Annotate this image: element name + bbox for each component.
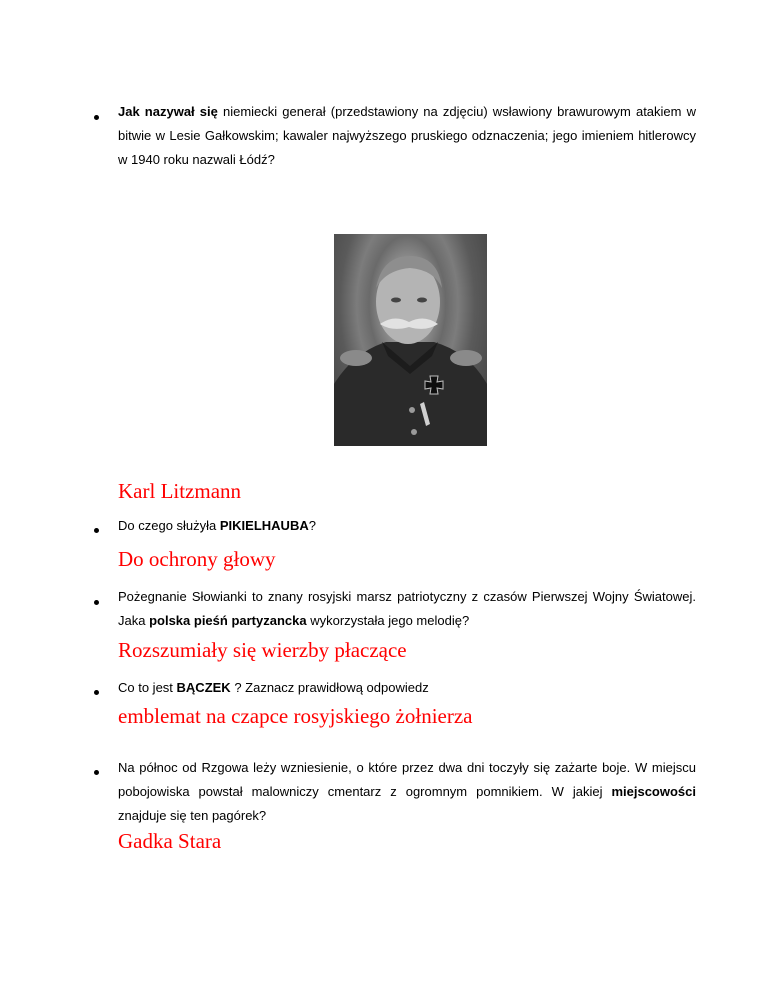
question-5-text-b: znajduje się ten pagórek?: [118, 808, 267, 823]
question-4-bold: BĄCZEK: [176, 680, 231, 695]
question-2-text-a: Do czego służyła: [118, 518, 220, 533]
question-3-bold: polska pieśń partyzancka: [149, 613, 307, 628]
question-2-text-b: ?: [308, 518, 316, 533]
answer-2: Do ochrony głowy: [118, 547, 276, 571]
bullet: [94, 115, 99, 120]
answer-3: Rozszumiały się wierzby płaczące: [118, 638, 407, 662]
general-portrait-photo: [334, 234, 487, 446]
answer-4: emblemat na czapce rosyjskiego żołnierza: [118, 704, 473, 728]
bullet: [94, 690, 99, 695]
question-3: [118, 585, 696, 633]
bullet: [94, 528, 99, 533]
question-1-bold: Jak nazywał się: [118, 104, 218, 119]
question-2: [118, 514, 696, 538]
bullet: [94, 770, 99, 775]
answer-5: Gadka Stara: [118, 829, 222, 853]
question-2-bold: PIKIELHAUBA: [219, 518, 309, 533]
question-4-text-a: Co to jest: [118, 680, 177, 695]
answer-1: Karl Litzmann: [118, 479, 242, 503]
question-4: [118, 676, 696, 700]
question-5-text-a: Na północ od Rzgowa leży wzniesienie, o które przez dwa dni toczyły się zażarte boje. W miejscu pobojowiska powstał malowniczy cmentarz z ogromnym pomnikiem. W jakiej: [118, 760, 696, 799]
bullet: [94, 600, 99, 605]
question-3-text-a: Pożegnanie Słowianki to znany rosyjski marsz patriotyczny z czasów Pierwszej Wojny Światowej. Jaka: [118, 589, 696, 628]
question-5-bold: miejscowości: [611, 784, 696, 799]
question-3-text-b: wykorzystała jego melodię?: [306, 613, 470, 628]
question-1: [118, 100, 696, 172]
portrait-illustration: [334, 234, 487, 446]
question-4-text-b: ? Zaznacz prawidłową odpowiedz: [230, 680, 429, 695]
question-1-text: niemiecki generał (przedstawiony na zdjęciu) wsławiony brawurowym atakiem w bitwie w Lesie Gałkowskim; kawaler najwyższego pruskiego odznaczenia; jego imieniem hitlerowcy w 1940 roku nazwali Łódź?: [118, 104, 696, 167]
question-5: [118, 756, 696, 828]
